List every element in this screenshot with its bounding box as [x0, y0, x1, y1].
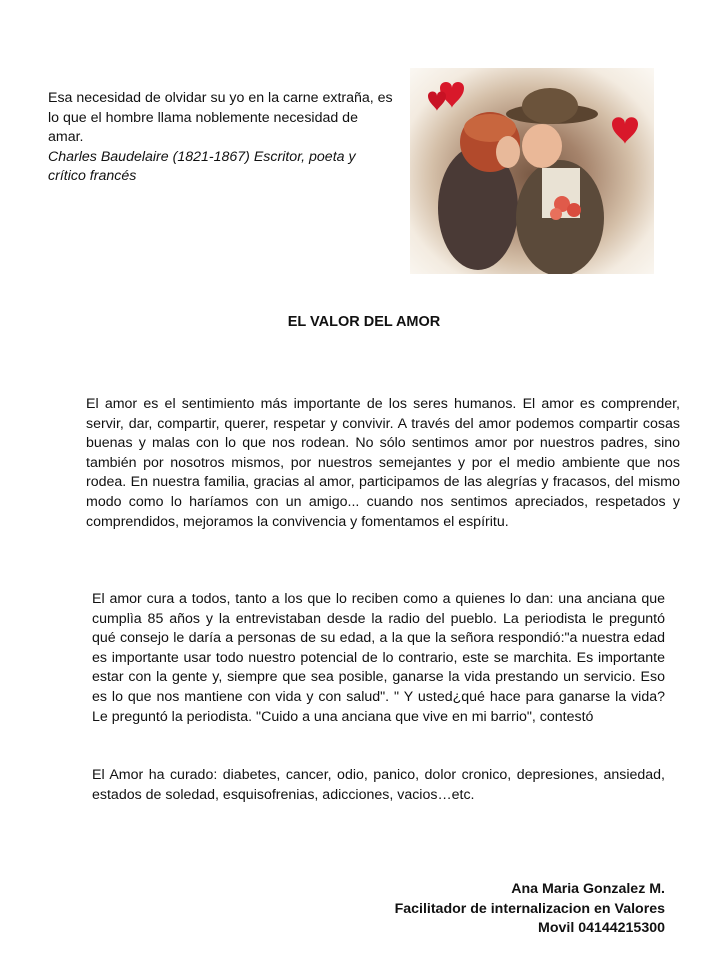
page-title: EL VALOR DEL AMOR — [287, 314, 441, 330]
signature-role: Facilitador de internalizacion en Valores — [394, 900, 665, 917]
kissing-children-photo — [410, 68, 654, 274]
epigraph-quote — [48, 89, 393, 187]
children-illustration — [410, 68, 654, 274]
heart-icon — [612, 117, 638, 144]
signature-block — [300, 880, 665, 939]
quote-author: Charles Baudelaire (1821-1867) Escritor, poeta y crítico francés — [48, 148, 356, 185]
girl-figure — [438, 112, 520, 270]
signature-phone: Movil 04144215300 — [538, 920, 665, 937]
body-paragraph-3: El Amor ha curado: diabetes, cancer, odio, panico, dolor cronico, depresiones, ansiedad, estados de soledad, esquisofrenias, adicciones, vacios…etc. — [92, 767, 665, 803]
signature-name: Ana Maria Gonzalez M. — [511, 881, 665, 897]
quote-text: Esa necesidad de olvidar su yo en la carne extraña, es lo que el hombre llama noblemente necesidad de amar. — [48, 90, 393, 146]
body-paragraph-1: El amor es el sentimiento más importante de los seres humanos. El amor es comprender, servir, dar, compartir, querer, respetar y convivir. A través del amor podemos compartir cosas buenas y malas con lo que nos rodean. No sólo sentimos amor por nuestros padres, sino también por nosotros mismos, por nuestros semejantes y por el medio ambiente que nos rodea. En nuestra familia, gracias al amor, participamos de las alegrías y fracasos, del mismo modo como lo haríamos con un amigo... cuando nos sentimos apreciados, respetados y comprendidos, mejoramos la convivencia y fomentamos el espíritu. — [86, 396, 680, 530]
body-paragraph-2: El amor cura a todos, tanto a los que lo reciben como a quienes lo dan: una anciana que cumplìa 85 años y la entrevistaban desde la radio del pueblo. La periodista le preguntó qué consejo le daría a personas de su edad, a la que la señora respondió:"a nuestra edad es importante usar todo nuestro potencial de lo contrario, este se marchita. Es importante estar con la gente y, siempre que sea posible, ganarse la vida prestando un servicio. Eso es lo que nos mantiene con vida y con salud". " Y usted¿qué hace para ganarse la vida? Le preguntó la periodista. "Cuido a una anciana que vive en mi barrio", contestó — [92, 591, 665, 725]
boy-figure — [506, 88, 604, 274]
heart-icon — [428, 92, 446, 112]
